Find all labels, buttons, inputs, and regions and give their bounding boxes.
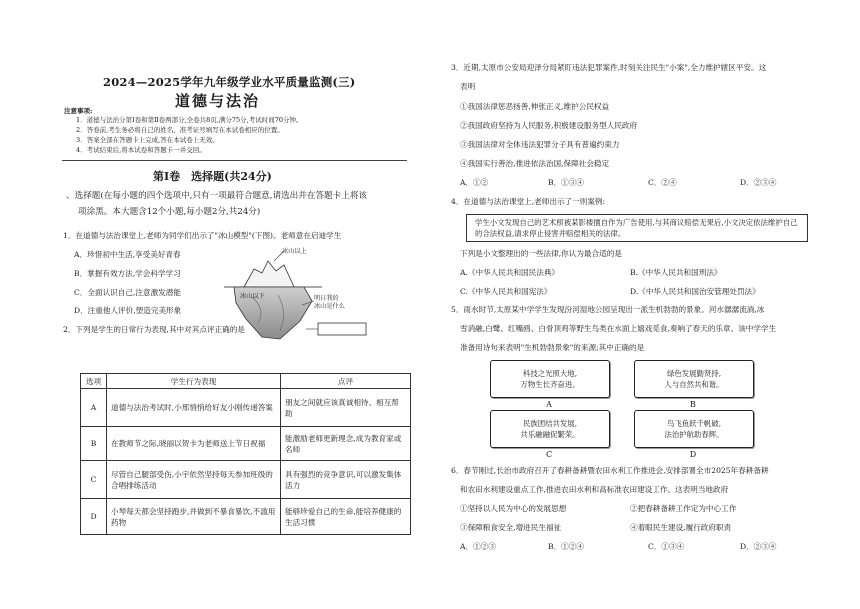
table-row[interactable] [81,461,411,499]
q6-choice-a[interactable]: A．①②③ [460,542,496,551]
iceberg-below-label: 冰山以下 [240,293,265,300]
q4-case-box: 学生小文发现自己的艺术照被某影楼擅自作为广告使用,与其商议赔偿无果后,小文决定依法维护自己的合法权益,请求停止侵害并赔偿相关的法律。 [466,214,808,242]
q2-table-header [81,374,411,389]
q3-statement-3: ③我国法律对全体违法犯罪分子具有普遍约束力 [460,140,620,149]
table-row[interactable] [81,499,411,535]
q1-option-c[interactable]: C．全面认识自己,注意激发潜能 [74,288,181,297]
q5-card-b-letter: B [690,400,696,409]
iceberg-right-label-1: 明日我的 [314,295,339,302]
notes-item-1: 1．道德与法治分第Ⅰ卷和第Ⅱ卷两部分,全卷共8页,满分75分,考试时间70分钟。 [76,116,303,124]
row-comment: 朋友之间就应该真诚相待、相互帮助 [281,389,411,427]
q4-option-c[interactable]: C.《中华人民共和国宪法》 [460,287,552,296]
part1-instruction-line2: 项涂黑。本大题含12个小题,每小题2分,共24分) [78,207,261,217]
q2-header-comment: 点评 [281,374,411,389]
q5-card-b-line2: 人与自然共和谐。 [664,380,724,389]
q1-stem: 1．在道德与法治课堂上,老师为同学们出示了"冰山模型"(下图)。老师意在启迪学生 [63,231,342,240]
q4-option-a[interactable]: A.《中华人民共和国民法典》 [460,268,560,277]
q6-choice-c[interactable]: C．①③④ [648,542,685,551]
q5-stem-line2: 雪消融,白鹭、红嘴鸥、白骨顶鸡等野生鸟类在水面上嬉戏觅食,奏响了春天的乐章。该中学学生 [460,324,777,333]
q6-stem-line2: 和农田水利建设重点工作,推进农田水利和高标准农田建设工作。这表明当地政府 [460,485,729,494]
q5-card-b-line1: 绿色发展勤贤持, [666,369,722,378]
q6-stem-line1: 6．春节刚过,长治市政府召开了春耕备耕暨农田水利工作推进会,安排部署全市2025年春耕备耕 [451,466,769,475]
row-label: D [81,499,107,535]
row-behavior: 在教师节之际,晓丽以贺卡为老师送上节日祝福 [107,427,281,461]
q4-option-b[interactable]: B.《中华人民共和国刑法》 [630,268,722,277]
q4-question: 下列是小文整理出的一些法律,你认为最合适的是 [460,249,622,258]
part1-title: 第Ⅰ卷 选择题(共24分) [153,170,272,183]
q5-card-d-line2: 法治护航助春辉。 [664,430,724,439]
row-label: B [81,427,107,461]
q3-choice-d[interactable]: D．②③④ [740,178,777,187]
notes-heading: 注意事项: [64,107,93,115]
q2-stem: 2．下列是学生的日常行为表现,其中对其点评正确的是 [63,325,245,334]
q3-statement-1: ①我国法律惩恶扬善,伸张正义,维护公民权益 [460,102,610,111]
row-comment: 具有强烈的竞争意识,可以激发集体活力 [281,461,411,499]
table-row[interactable] [81,427,411,461]
row-behavior: 小琴每天都会坚持跑步,并做到不暴食暴饮,不滥用药物 [107,499,281,535]
q5-stem-line1: 5．雨水时节,太原某中学学生发现汾河湿地公园呈现出一派生机勃勃的景象。河水潺潺流淌,冰 [451,305,765,314]
q4-option-d[interactable]: D.《中华人民共和国治安管理处罚法》 [630,287,760,296]
q6-choice-b[interactable]: B．①②④ [548,542,584,551]
q5-card-b[interactable] [634,360,754,398]
q3-stem-line1: 3．近期,太原市公安局迎泽分局紧盯违法犯罪案件,时刻关注民生"小案",全力维护辖区平安。这 [451,63,767,72]
q5-card-c-line2: 共乐融融促繁荣。 [520,430,580,439]
row-behavior: 尽管自己腿部受伤,小宇依然坚持每天参加班级的合唱排练活动 [107,461,281,499]
subject-title: 道德与法治 [175,92,261,110]
row-label: C [81,461,107,499]
row-label: A [81,389,107,427]
q2-header-behavior: 学生行为表现 [107,374,281,389]
notes-item-3: 3．答案全部在答题卡上完成,答在本试卷上无效。 [76,136,219,144]
row-behavior: 道德与法治考试时,小邢悄悄给好友小刚传递答案 [107,389,281,427]
q1-option-d[interactable]: D．注重他人评价,塑造完美形象 [74,306,182,315]
q5-stem-line3: 准备用诗句来表明"生机勃勃景象"的来源;其中正确的是 [460,343,645,352]
q2-header-option: 选项 [81,374,107,389]
q3-choice-a[interactable]: A．①② [460,178,489,187]
iceberg-above-label: 冰山以上 [282,248,307,255]
part1-instruction-line1: 、选择题(在每小题的四个选项中,只有一项最符合题意,请选出并在答题卡上将该 [66,191,368,201]
q5-card-d[interactable] [634,410,754,448]
q3-statement-2: ②我国政府坚持为人民服务,积极建设服务型人民政府 [460,121,638,130]
q6-statement-1: ①坚持以人民为中心的发展思想 [460,504,567,513]
right-page [430,0,860,609]
q6-choice-d[interactable]: D．②③④ [740,542,777,551]
q4-stem: 4．在道德与法治课堂上,老师出示了一则案例: [451,197,606,206]
row-comment: 能激励老师更新理念,成为教育家或名师 [281,427,411,461]
q6-statement-2: ②把春耕备耕工作定为中心工作 [630,504,737,513]
q5-card-c-line1: 民族团结共发展, [522,419,578,428]
q5-card-d-line1: 鸟飞鱼跃千帆破, [666,419,722,428]
q5-card-c[interactable] [490,410,610,448]
q3-stem-line2: 表明 [460,82,476,91]
q5-card-a-line2: 万物生长齐奋进。 [520,380,580,389]
q5-card-a-letter: A [546,400,552,409]
q6-statement-3: ③保障粮食安全,增进民生福祉 [460,523,562,532]
q5-card-c-letter: C [545,450,553,459]
q5-card-a-line1: 科技之光照大地, [522,369,578,378]
exam-title: 2024—2025学年九年级学业水平质量监测(三) [103,75,356,89]
q6-statement-4: ④着眼民生建设,履行政府职责 [630,523,732,532]
q1-option-a[interactable]: A．珍惜初中生活,享受美好青春 [74,250,181,259]
table-row[interactable] [81,389,411,427]
q3-statement-4: ④我国实行善治,推进依法治国,保障社会稳定 [460,159,610,168]
q3-choice-b[interactable]: B．①③④ [548,178,584,187]
q5-card-d-letter: D [689,450,697,459]
q2-table [80,373,411,535]
notes-item-2: 2．答卷前,考生务必将自己的姓名、准考证号填写在本试卷相应的位置。 [76,126,284,134]
iceberg-right-label-2: 冰山是什么 [314,303,345,310]
divider [62,160,407,161]
q5-card-a[interactable] [490,360,610,398]
q3-choice-c[interactable]: C．②④ [648,178,677,187]
row-comment: 能够珍爱自己的生命,能培养健康的生活习惯 [281,499,411,535]
notes-item-4: 4．考试结束后,将本试卷和答题卡一并交回。 [76,146,206,154]
q1-option-b[interactable]: B．掌握有效方法,学会科学学习 [74,269,181,278]
